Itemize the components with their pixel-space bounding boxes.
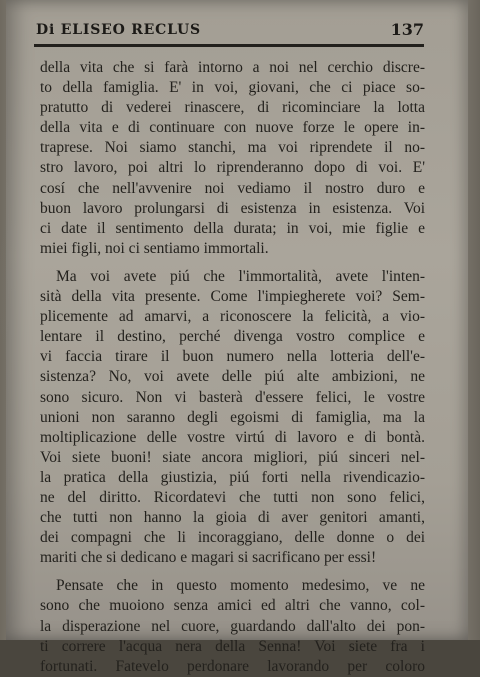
book-page [6, 0, 468, 675]
text-line: Ma voi avete piú che l'immortalità, avete l'inten- [56, 267, 425, 285]
text-line: pratutto di vederei rinascere, di ricominciare la lotta [40, 99, 425, 117]
text-line: la disperazione nel cuore, guardando dall'alto dei pon- [40, 617, 425, 635]
text-line: ci date il sentimento della durata; in voi, mie figlie e [40, 219, 425, 237]
text-line: Pensate che in questo momento medesimo, ve ne [56, 577, 425, 595]
text-line: cosí che nell'avvenire noi vediamo il nostro duro e [40, 179, 425, 197]
text-line: traprese. Noi siamo stanchi, ma voi riprendete il no- [40, 139, 425, 157]
text-line: della vita e di continuare con nuove forze le opere in- [40, 119, 425, 137]
text-line: sità della vita presente. Come l'impiegherete voi? Sem- [40, 288, 425, 306]
text-line: mariti che si dedicano e magari si sacrificano per essi! [40, 549, 377, 567]
text-line: dei compagni che li incoraggiano, delle donne o dei [40, 529, 425, 547]
paragraph-gap [40, 259, 425, 267]
text-line: fortunati. Fatevelo perdonare lavorando per coloro [40, 657, 425, 675]
text-line: Voi siete buoni! siate ancora migliori, piú sinceri nel- [40, 448, 425, 466]
text-line: che tutti non hanno la gioia di aver genitori amanti, [40, 509, 425, 527]
header-rule [34, 44, 424, 47]
text-line: lentare il destino, perché divenga vostro complice e [40, 328, 425, 346]
text-line: la pratica della giustizia, piú forti nella rivendicazio- [40, 468, 425, 486]
text-line: sistenza? No, voi avete delle piú alte ambizioni, ne [40, 368, 425, 386]
text-line: sono che muoiono senza amici ed altri che vanno, col- [40, 597, 425, 615]
body-text [40, 58, 425, 677]
paragraph [40, 576, 425, 676]
text-line: ne del diritto. Ricordatevi che tutti non sono felici, [40, 488, 425, 506]
paragraph [40, 58, 425, 259]
text-line: sono sicuro. Non vi basterà d'essere felici, le vostre [40, 388, 425, 406]
page-number: 137 [390, 20, 424, 39]
text-line: della vita che si farà intorno a noi nel cerchio discre- [40, 59, 425, 76]
running-head-author: Di ELISEO RECLUS [36, 22, 201, 38]
paragraph [40, 267, 425, 568]
text-line: vi faccia tirare il buon numero nella lotteria dell'e- [40, 348, 425, 366]
text-line: stro lavoro, poi altri lo riprenderanno dopo di voi. E' [40, 159, 425, 177]
text-line: to della famiglia. E' in voi, giovani, che ci piace so- [40, 79, 425, 97]
text-line: unioni non saranno degli egoismi di famiglia, ma la [40, 408, 425, 426]
paragraph-gap [40, 568, 425, 576]
running-header [36, 20, 424, 44]
text-line: ti correre l'acqua nera della Senna! Voi siete fra i [40, 637, 425, 655]
text-line: plicemente ad amarvi, a riconoscere la felicità, a vio- [40, 308, 425, 326]
text-line: buon lavoro prolungarsi di esistenza in esistenza. Voi [40, 199, 425, 217]
text-line: moltiplicazione delle vostre virtú di lavoro e di bontà. [40, 428, 425, 446]
text-line: miei figli, noi ci sentiamo immortali. [40, 239, 269, 257]
